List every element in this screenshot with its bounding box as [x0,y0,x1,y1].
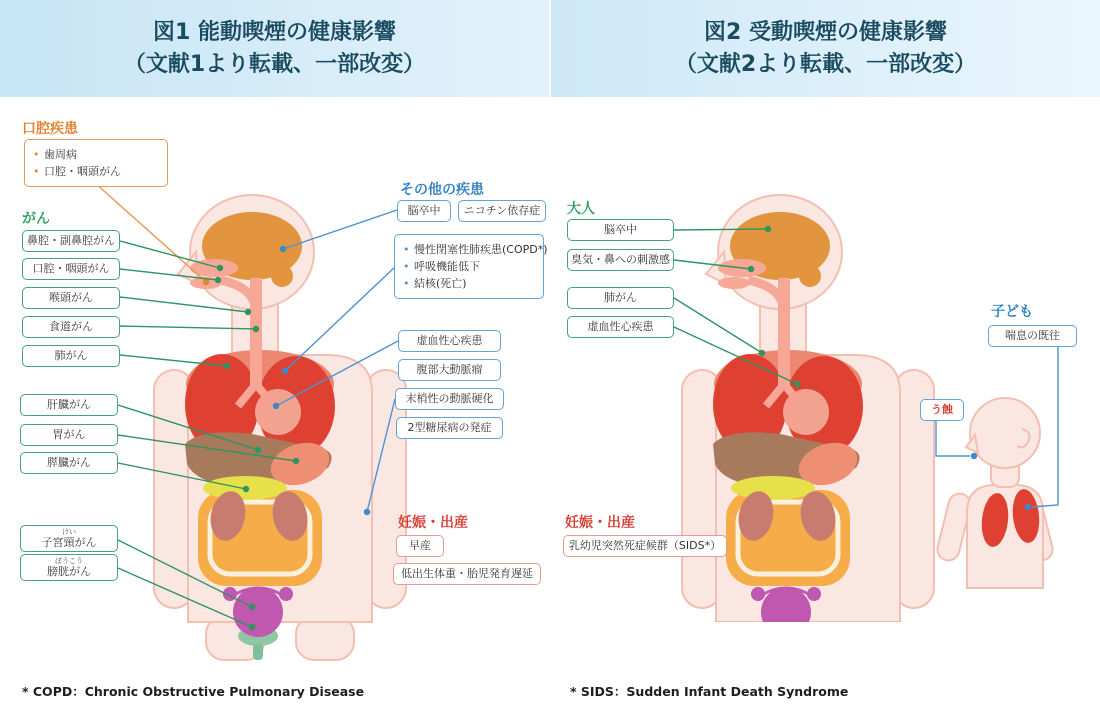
child-body-figure [925,395,1065,605]
label-bladder-cancer [20,554,118,581]
section-heading-pregnancy-fig2: 妊娠・出産 [565,515,635,531]
label-cervical-cancer [20,525,118,552]
footnote-copd: * COPD：Chronic Obstructive Pulmonary Disease [22,684,365,699]
bladder-cancer-text: 膀胱がん [47,565,91,578]
cervical-cancer-ruby: けい [62,528,76,536]
cervical-cancer-text: 子宮頸がん [41,536,97,549]
label-tuberculosis-death: • 結核(死亡) [403,275,467,292]
label-odor-nasal-irritation: 臭気・鼻への刺激感 [567,249,674,271]
label-stomach-cancer: 胃がん [20,424,118,446]
label-sids: 乳幼児突然死症候群（SIDS*） [563,535,727,557]
label-esophageal-cancer: 食道がん [22,316,120,338]
label-stroke-passive: 脳卒中 [567,219,674,241]
label-abdominal-aortic-aneurysm: 腹部大動脈瘤 [398,359,501,381]
label-ischemic-heart-disease-passive: 虚血性心疾患 [567,316,674,338]
label-dental-caries: う蝕 [920,399,964,421]
label-reduced-respiratory-function: • 呼吸機能低下 [403,258,480,275]
respiratory-disease-group [394,234,548,299]
section-heading-oral-disease: 口腔疾患 [22,121,78,137]
label-nasal-sinus-cancer: 鼻腔・副鼻腔がん [22,230,120,252]
label-lung-cancer: 肺がん [22,345,120,367]
label-low-birth-weight: 低出生体重・胎児発育遅延 [393,563,541,585]
label-liver-cancer: 肝臓がん [20,394,118,416]
figure2-header [551,0,1100,97]
label-oral-pharyngeal-cancer-oral: • 口腔・咽頭がん [33,163,121,180]
figure2-title-line2: （文献2より転載、一部改変） [674,51,977,77]
label-ischemic-heart-disease: 虚血性心疾患 [398,330,501,352]
figure2-title-line1: 図2 受動喫煙の健康影響 [704,19,947,45]
section-heading-other-diseases: その他の疾患 [400,182,484,198]
label-peripheral-atherosclerosis: 末梢性の動脈硬化 [395,388,504,410]
footnote-sids: * SIDS：Sudden Infant Death Syndrome [570,684,849,699]
label-asthma-history: 喘息の既往 [988,325,1077,347]
label-oral-pharyngeal-cancer: 口腔・咽頭がん [22,258,120,280]
adult-body-figure-2 [668,192,948,622]
section-heading-cancer: がん [22,211,50,227]
label-type2-diabetes-onset: 2型糖尿病の発症 [396,417,503,439]
label-stroke: 脳卒中 [397,200,451,222]
label-pancreatic-cancer: 膵臓がん [20,452,118,474]
label-nicotine-dependence: ニコチン依存症 [458,200,546,222]
figure1-title-line1: 図1 能動喫煙の健康影響 [153,19,396,45]
label-periodontal-disease: • 歯周病 [33,146,77,163]
adult-body-figure-1 [140,192,420,662]
bladder-cancer-ruby: ぼうこう [55,557,83,565]
section-heading-child: 子ども [991,304,1033,320]
label-laryngeal-cancer: 喉頭がん [22,287,120,309]
label-lung-cancer-passive: 肺がん [567,287,674,309]
figure1-title-line2: （文献1より転載、一部改変） [123,51,426,77]
adult-body-figure-2-svg [668,192,948,622]
section-heading-adult: 大人 [567,201,595,217]
section-heading-pregnancy-fig1: 妊娠・出産 [398,515,468,531]
label-copd: • 慢性閉塞性肺疾患(COPD*) [403,241,548,258]
label-preterm-birth: 早産 [396,535,444,557]
oral-disease-group [24,139,168,187]
figure1-header [0,0,549,97]
